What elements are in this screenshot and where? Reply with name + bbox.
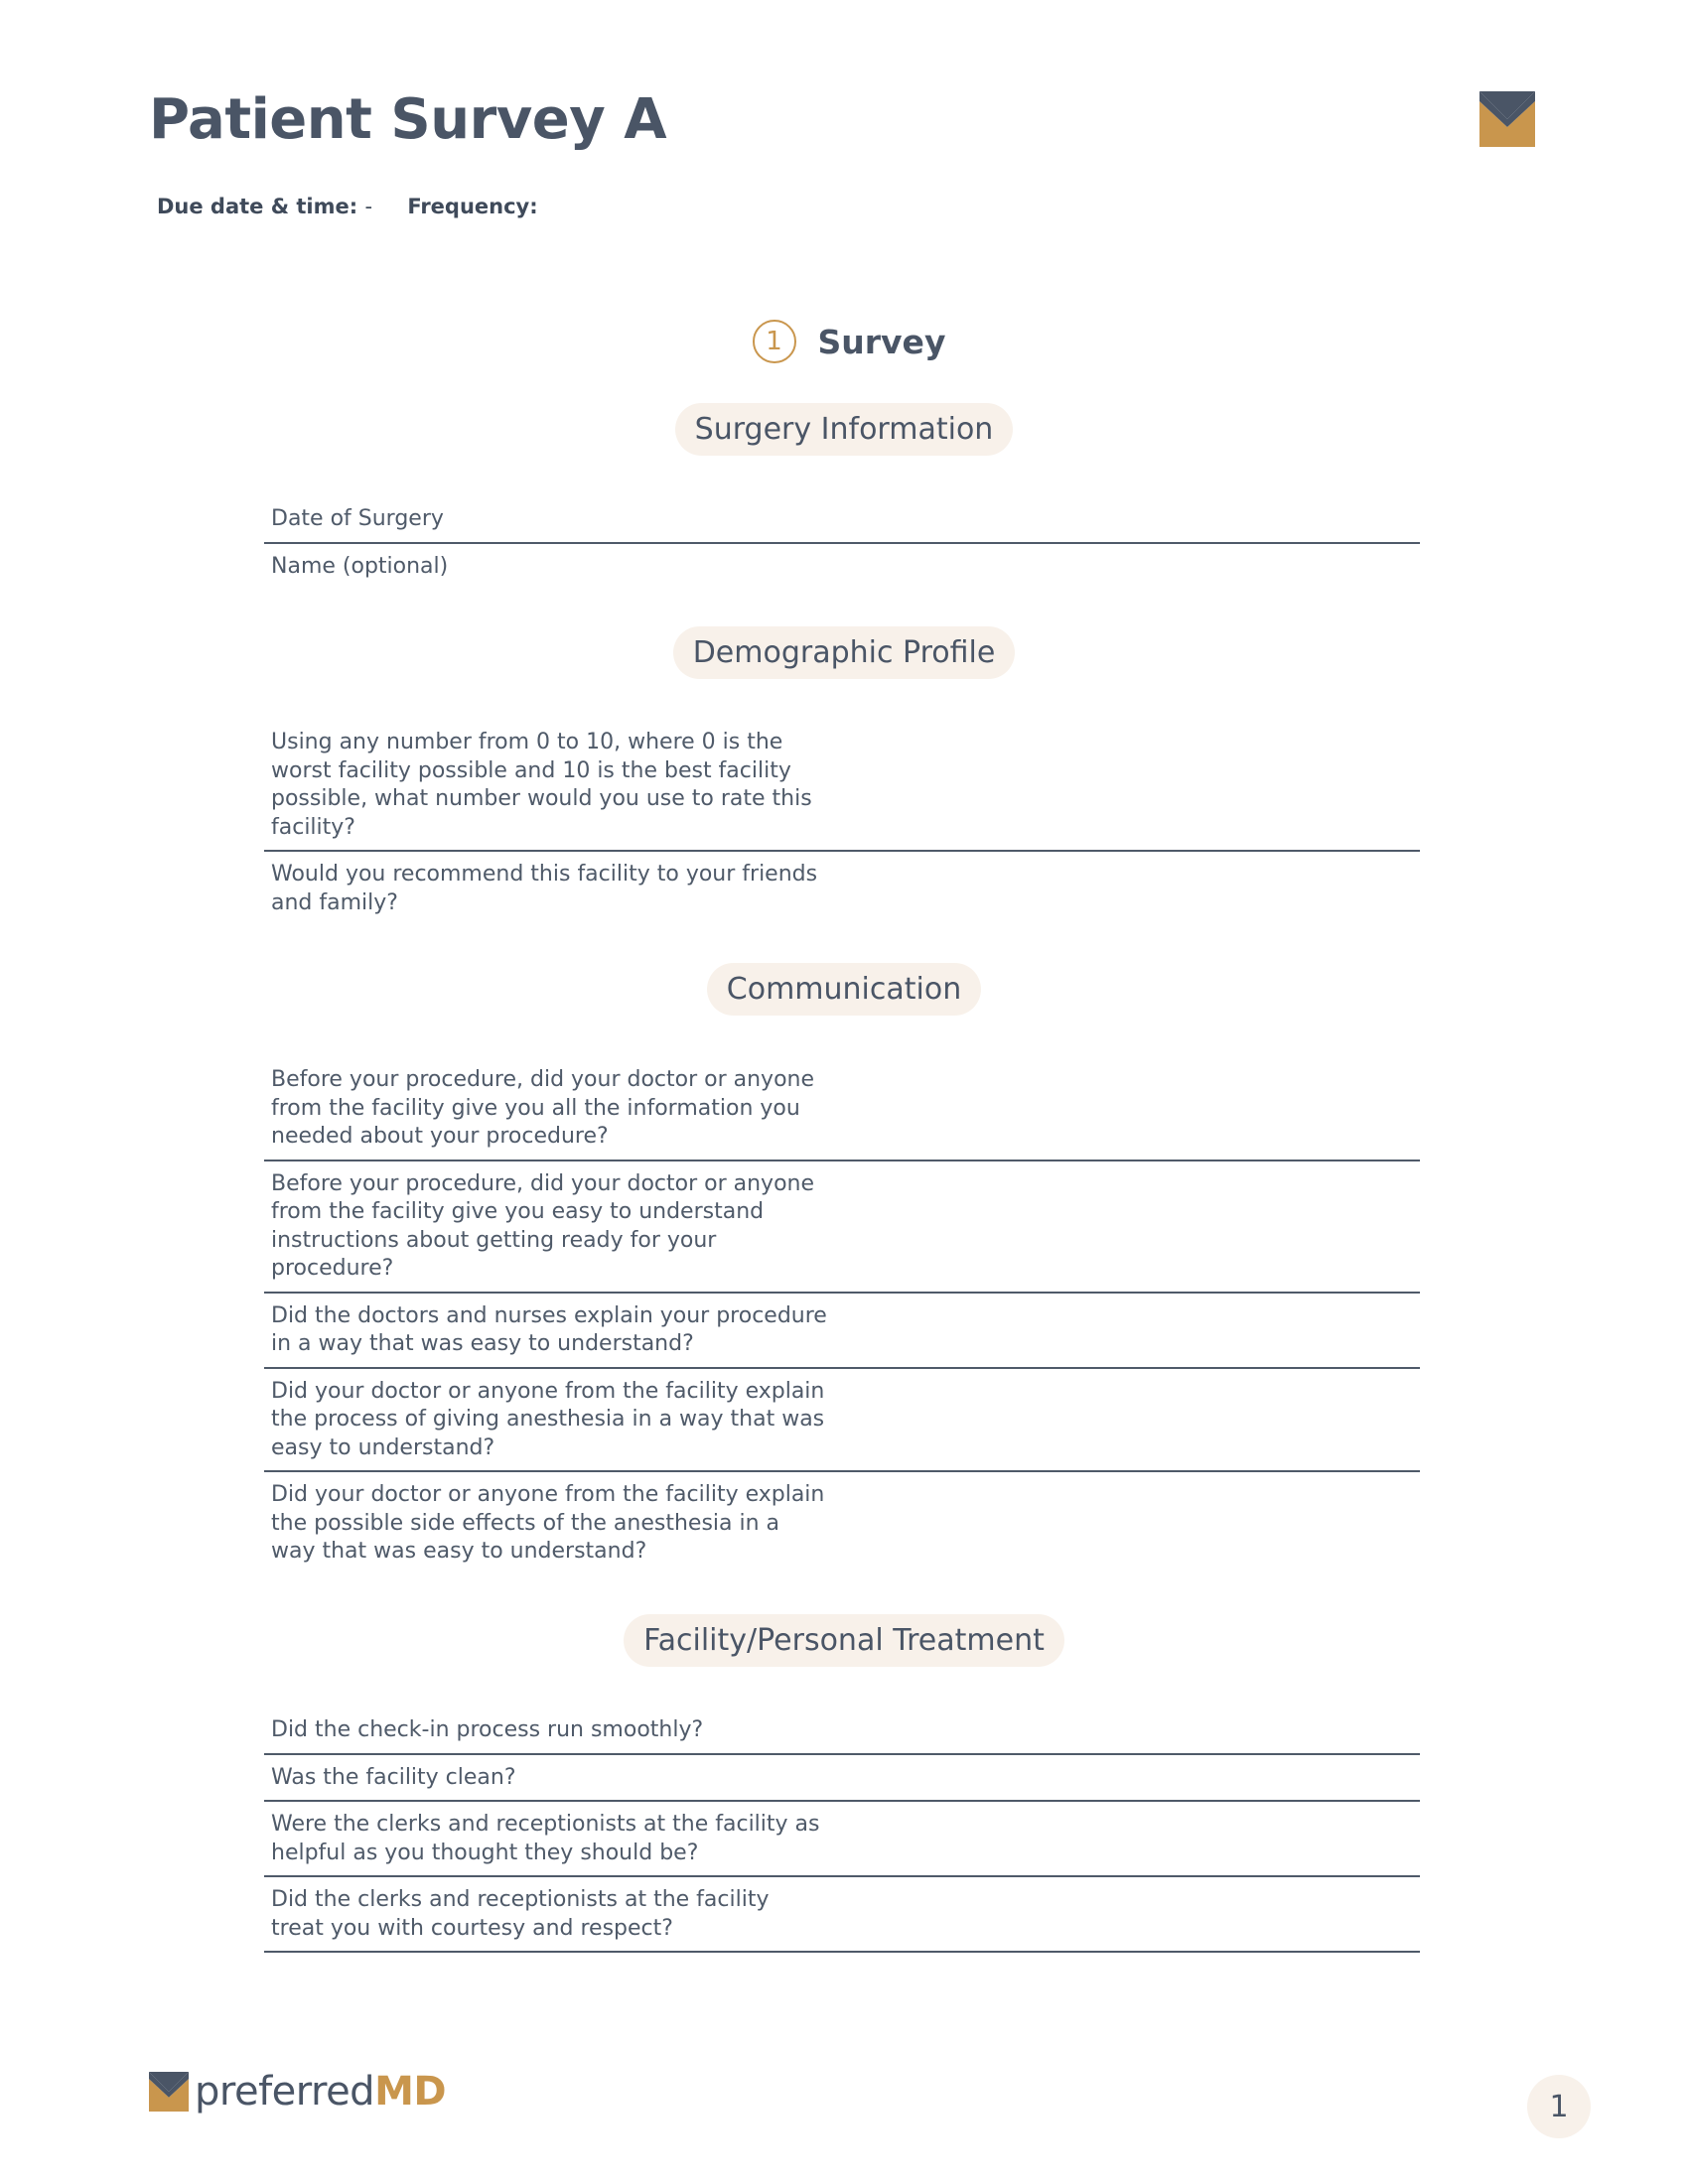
question-row[interactable]: Did the clerks and receptionists at the facility treat you with courtesy and respect?: [264, 1877, 1420, 1953]
question-row[interactable]: Did the check-in process run smoothly?: [264, 1707, 1420, 1755]
question-list-surgery-information: [264, 496, 1420, 589]
page-title: Patient Survey A: [149, 87, 667, 152]
question-list-communication: [264, 1057, 1420, 1574]
section-title-surgery-information: Surgery Information: [0, 403, 1688, 456]
question-list-facility-personal-treatment: [264, 1707, 1420, 1953]
step-number: 1: [753, 320, 796, 363]
question-row[interactable]: Was the facility clean?: [264, 1755, 1420, 1803]
question-row[interactable]: Did your doctor or anyone from the facility explain the process of giving anesthesia in a way that was easy to understand?: [264, 1369, 1420, 1473]
question-row[interactable]: Were the clerks and receptionists at the facility as helpful as you thought they should be?: [264, 1802, 1420, 1877]
page-number: 1: [1527, 2075, 1591, 2138]
brand-wordmark: preferredMD: [195, 2069, 447, 2115]
question-row[interactable]: Date of Surgery: [264, 496, 1420, 544]
question-row[interactable]: Using any number from 0 to 10, where 0 is the worst facility possible and 10 is the best facility possible, what number would you use to rate this facility?: [264, 720, 1420, 852]
question-row[interactable]: Before your procedure, did your doctor or anyone from the facility give you easy to understand instructions about getting ready for your procedure?: [264, 1161, 1420, 1294]
section-title-communication: Communication: [0, 963, 1688, 1016]
due-date: Due date & time: -: [157, 195, 373, 218]
question-row[interactable]: Name (optional): [271, 553, 449, 579]
question-row[interactable]: Did the doctors and nurses explain your procedure in a way that was easy to understand?: [264, 1294, 1420, 1369]
question-row[interactable]: Before your procedure, did your doctor or anyone from the facility give you all the information you needed about your procedure?: [264, 1057, 1420, 1161]
frequency: Frequency:: [407, 195, 538, 218]
question-list-demographic-profile: [264, 720, 1420, 925]
step-title: Survey: [817, 322, 946, 361]
question-row[interactable]: Did your doctor or anyone from the facility explain the possible side effects of the anesthesia in a way that was easy to understand?: [271, 1482, 825, 1564]
question-row[interactable]: Would you recommend this facility to your friends and family?: [271, 862, 818, 915]
step-header: [0, 320, 1688, 363]
brand-logo-icon: [1479, 91, 1535, 147]
section-title-facility-personal-treatment: Facility/Personal Treatment: [0, 1614, 1688, 1667]
brand-logo-icon: [149, 2072, 189, 2112]
survey-meta: [157, 195, 566, 218]
footer-brand-logo: [149, 2067, 446, 2116]
section-title-demographic-profile: Demographic Profile: [0, 626, 1688, 679]
